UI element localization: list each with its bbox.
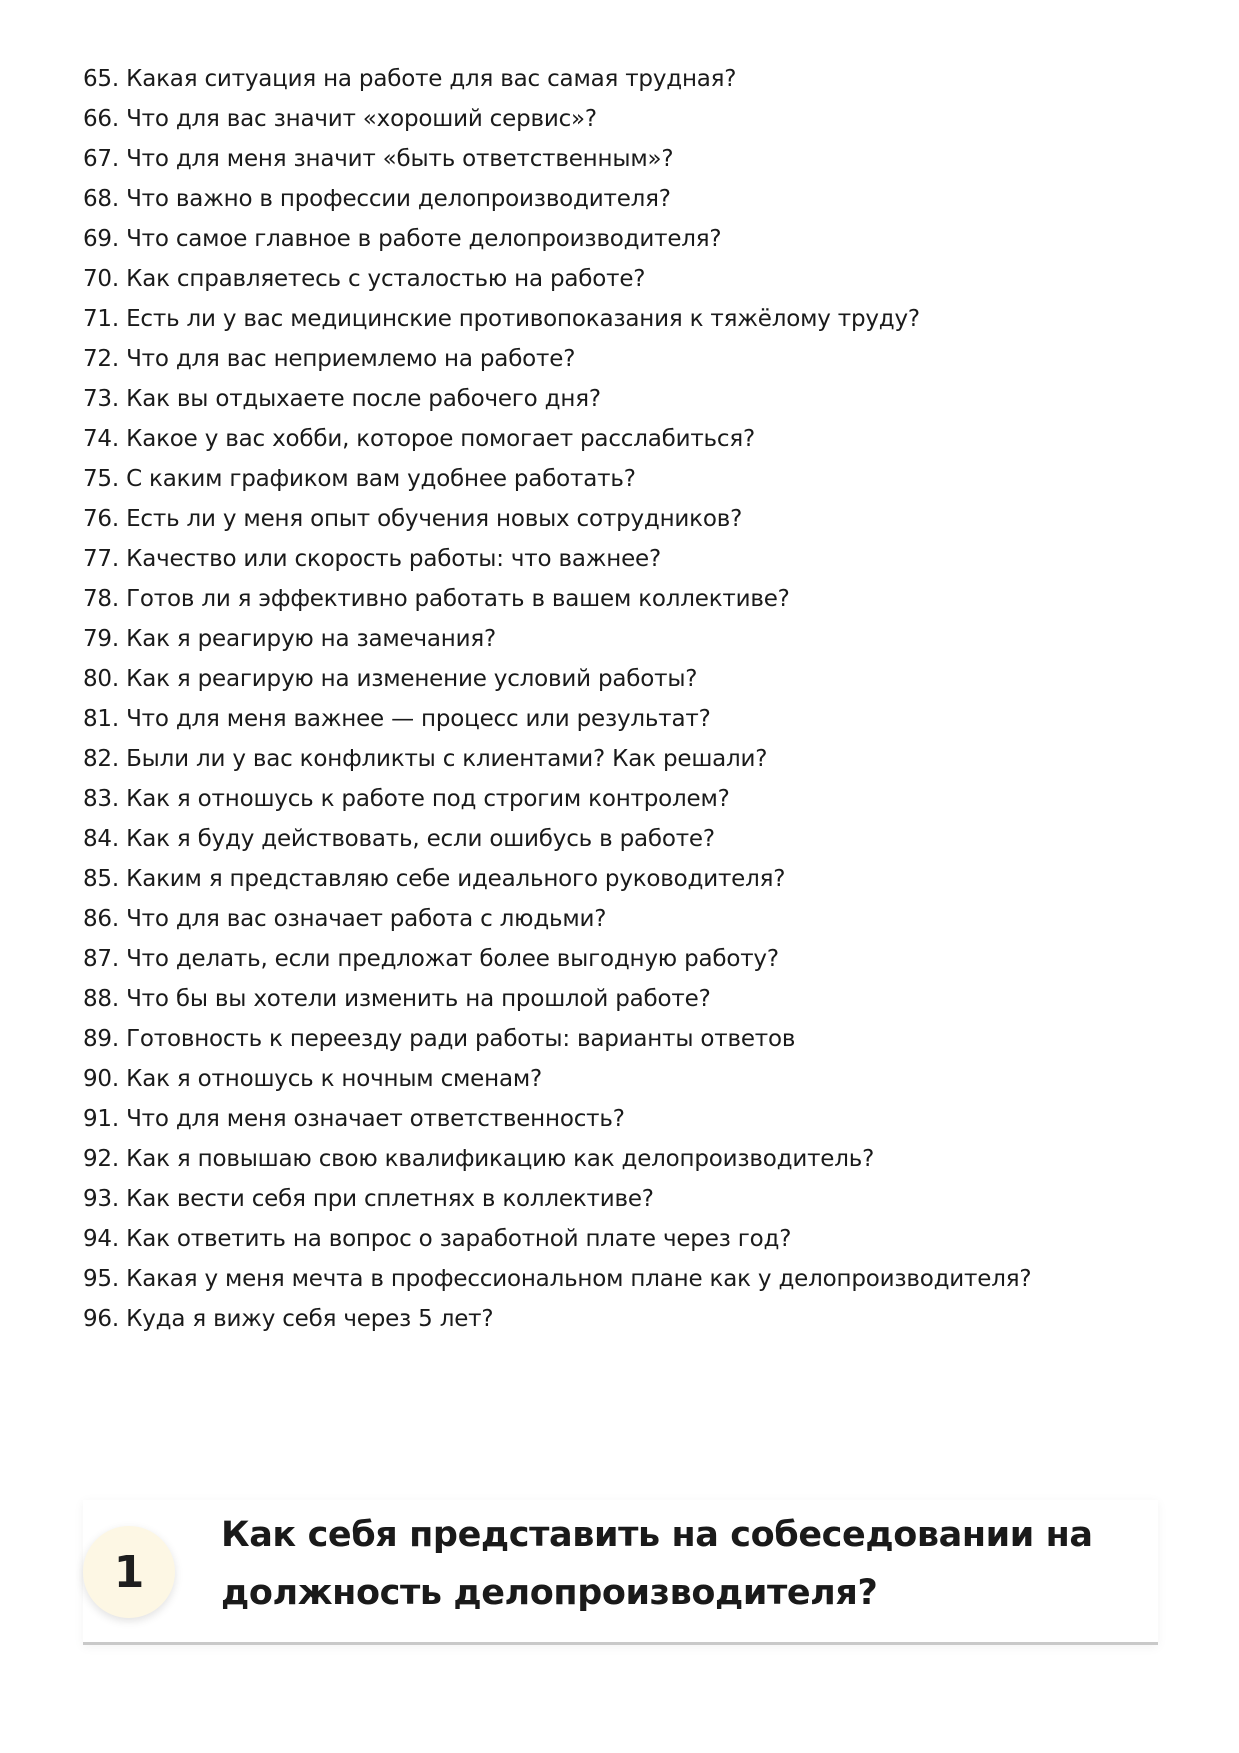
question-item: 70. Как справляетесь с усталостью на работе?: [83, 266, 646, 292]
question-item: 75. С каким графиком вам удобнее работать?: [83, 466, 636, 492]
question-item: 68. Что важно в профессии делопроизводителя?: [83, 186, 671, 212]
question-item: 81. Что для меня важнее — процесс или результат?: [83, 706, 711, 732]
section-heading-card: [83, 1500, 1158, 1645]
question-item: 83. Как я отношусь к работе под строгим контролем?: [83, 786, 730, 812]
question-item: 77. Качество или скорость работы: что важнее?: [83, 546, 661, 572]
question-item: 85. Каким я представляю себе идеального руководителя?: [83, 866, 786, 892]
question-item: 78. Готов ли я эффективно работать в вашем коллективе?: [83, 586, 790, 612]
question-item: 74. Какое у вас хобби, которое помогает расслабиться?: [83, 426, 755, 452]
question-list: [83, 59, 1163, 1339]
section-number-badge: 1: [83, 1526, 175, 1618]
question-item: 84. Как я буду действовать, если ошибусь в работе?: [83, 826, 715, 852]
question-item: 94. Как ответить на вопрос о заработной плате через год?: [83, 1226, 792, 1252]
question-item: 80. Как я реагирую на изменение условий работы?: [83, 666, 698, 692]
question-item: 89. Готовность к переезду ради работы: варианты ответов: [83, 1026, 796, 1052]
question-item: 92. Как я повышаю свою квалификацию как делопроизводитель?: [83, 1146, 875, 1172]
question-item: 79. Как я реагирую на замечания?: [83, 626, 497, 652]
question-item: 87. Что делать, если предложат более выгодную работу?: [83, 946, 779, 972]
question-item: 73. Как вы отдыхаете после рабочего дня?: [83, 386, 601, 412]
section-title: Как себя представить на собеседовании на должность делопроизводителя?: [221, 1515, 1093, 1613]
question-item: 65. Какая ситуация на работе для вас самая трудная?: [83, 66, 737, 92]
question-item: 95. Какая у меня мечта в профессиональном плане как у делопроизводителя?: [83, 1266, 1032, 1292]
question-item: 96. Куда я вижу себя через 5 лет?: [83, 1306, 494, 1332]
question-item: 90. Как я отношусь к ночным сменам?: [83, 1066, 543, 1092]
question-item: 76. Есть ли у меня опыт обучения новых сотрудников?: [83, 506, 743, 532]
question-item: 86. Что для вас означает работа с людьми?: [83, 906, 607, 932]
question-item: 67. Что для меня значит «быть ответственным»?: [83, 146, 674, 172]
question-item: 72. Что для вас неприемлемо на работе?: [83, 346, 576, 372]
question-item: 93. Как вести себя при сплетнях в коллективе?: [83, 1186, 654, 1212]
question-item: 66. Что для вас значит «хороший сервис»?: [83, 106, 597, 132]
question-item: 82. Были ли у вас конфликты с клиентами? Как решали?: [83, 746, 768, 772]
question-item: 69. Что самое главное в работе делопроизводителя?: [83, 226, 722, 252]
question-item: 71. Есть ли у вас медицинские противопоказания к тяжёлому труду?: [83, 306, 920, 332]
question-item: 91. Что для меня означает ответственность?: [83, 1106, 625, 1132]
question-item: 88. Что бы вы хотели изменить на прошлой работе?: [83, 986, 711, 1012]
